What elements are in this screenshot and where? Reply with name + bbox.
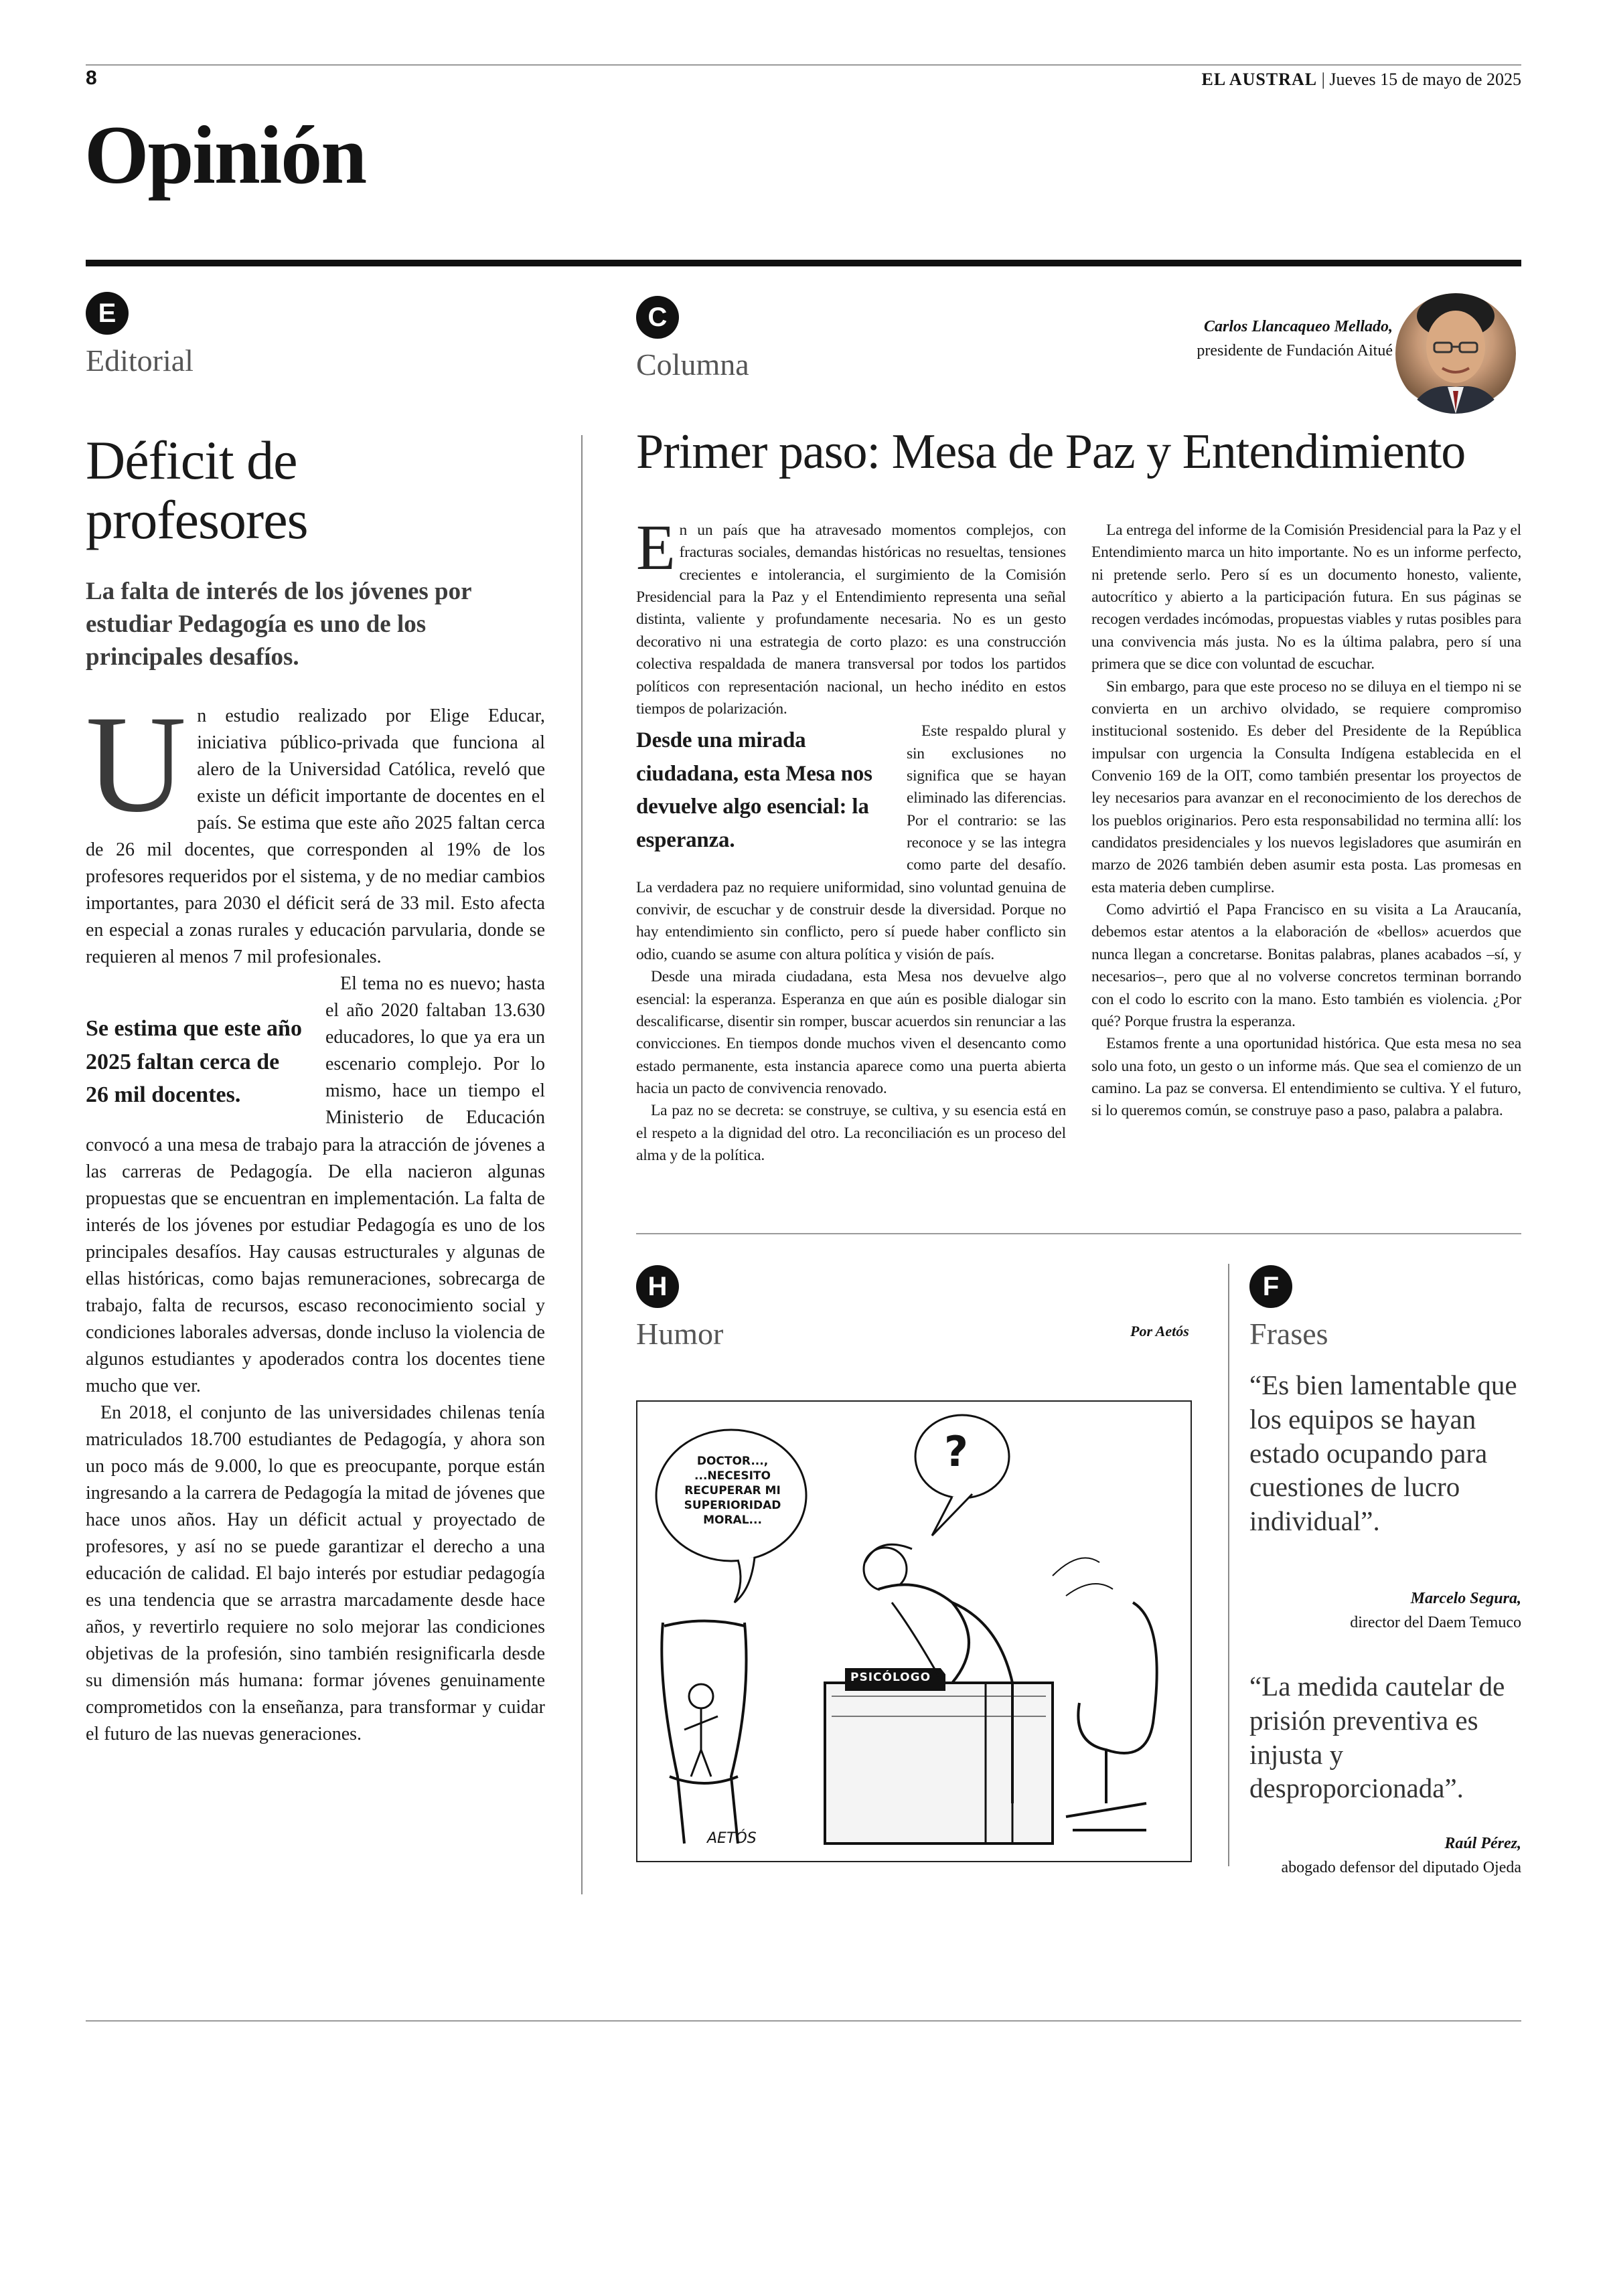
- editorial-headline: [86, 431, 568, 550]
- quote-1: “Es bien lamentable que los equipos se hayan estado ocupando para cuestiones de lucro individual”.: [1249, 1370, 1517, 1537]
- editorial-headline-line1: Déficit de: [86, 430, 297, 491]
- top-rule: [86, 64, 1521, 66]
- column-paragraph: La paz no se decreta: se construye, se cultiva, y su esencia está en el respeto a la dignidad del otro. La reconciliación es un proceso del alma y de la política.: [636, 1102, 1066, 1165]
- column-badge: C: [636, 296, 679, 339]
- editorial-paragraph: Un estudio realizado por Elige Educar, iniciativa público-privada que funciona al alero de la Universidad Católica, reveló que existe un déficit importante de docentes en el país. Se estima que este año 2025 faltan cerca de 26 mil docentes, que corresponden al 19% de los profesores requeridos por el sistema, y de no mediar cambios importantes, para 2030 el déficit será de 33 mil. Esto afecta en especial a zonas rurales y educación parvularia, donde se requieren al menos 7 mil profesionales.: [86, 687, 545, 968]
- author-portrait: [1395, 293, 1516, 414]
- editorial-dropcap: U: [86, 687, 187, 841]
- column-body-left: [636, 511, 1066, 1167]
- editorial-body: [86, 687, 545, 1748]
- cartoon-thought-bubble: ?: [944, 1427, 968, 1476]
- author-role: presidente de Fundación Aitué: [1197, 342, 1393, 359]
- cartoon: [636, 1400, 1192, 1862]
- column-paragraph: Desde una mirada ciudadana, esta Mesa nos devuelve algo esencial: la esperanza. Esperanza en que aún es posible dialogar sin descalificarse, disentir sin romper, buscar acuerdos sin renunciar a las convicciones. En tiempos donde muchos viven el desencanto como estado permanente, esta instancia aparece como una puerta abierta hacia un pacto de convivencia renovado.: [636, 968, 1066, 1097]
- editorial-headline-line2: profesores: [86, 489, 308, 550]
- editorial-paragraph: Se estima que este año 2025 faltan cerca de 26 mil docentes. El tema no es nuevo; hasta el año 2020 faltaban 13.630 educadores, lo que ya era un escenario complejo. Por lo mismo, hace un tiempo el Ministerio de Educación convocó a una mesa de trabajo para la atracción de jóvenes a las carreras de Pedagogía. De ella nacieron algunas propuestas que se encuentran en implementación. La falta de interés de los jóvenes por estudiar Pedagogía es uno de los principales desafíos. Hay causas estructurales y algunas de ellas históricas, como bajas remuneraciones, sobrecarga de trabajo, falta de recursos, escaso reconocimiento social y condiciones laborales adversas, donde incluso la violencia de algunos estudiantes y apoderados contra los docentes tiene mucho que ver.: [86, 973, 545, 1396]
- column-headline: Primer paso: Mesa de Paz y Entendimiento: [636, 424, 1466, 479]
- cartoon-credit: Por Aetós: [1130, 1323, 1189, 1339]
- column-paragraph: Sin embargo, para que este proceso no se diluya en el tiempo ni se convierta en un archivo olvidado, se requiere compromiso institucional sostenido. Es deber del Presidente de la República impulsar con urgencia la Consulta Indígena establecida en el Convenio 169 de la OIT, como también presentar los proyectos de ley necesarios para avanzar en el reconocimiento de los derechos de los pueblos originarios. Pero esta responsabilidad no termina allí: los candidatos presidenciales y los nuevos legisladores que asumirán en marzo de 2026 también deben asumir esta posta. Las promesas en esta materia deben cumplirse.: [1091, 677, 1521, 896]
- quote-2: “La medida cautelar de prisión preventiva es injusta y desproporcionada”.: [1249, 1671, 1505, 1804]
- editorial-pull-quote: Se estima que este año 2025 faltan cerca de 26 mil docentes.: [86, 1016, 302, 1107]
- desk-sign: PSICÓLOGO: [850, 1671, 931, 1684]
- column-paragraph: La entrega del informe de la Comisión Presidencial para la Paz y el Entendimiento marca un hito importante. No es un informe perfecto, ni pretende serlo. Pero sí es un documento honesto, valiente, autocrítico y abierto a la participación futura. En sus páginas se recogen verdades incómodas, propuestas viables y rutas posibles para una convivencia más justa. No es la última palabra, pero sí una primera que se dice con voluntad de escuchar.: [1091, 521, 1521, 673]
- author-avatar: [1395, 293, 1516, 414]
- paper-name: EL AUSTRAL: [1201, 70, 1318, 89]
- editorial-deck: La falta de interés de los jóvenes por estudiar Pedagogía es uno de los principales desafíos.: [86, 578, 471, 671]
- editorial-badge: E: [86, 292, 129, 335]
- section-divider: [86, 260, 1521, 266]
- column-divider: [581, 435, 583, 1894]
- humor-badge: H: [636, 1265, 679, 1308]
- section-title: Opinión: [84, 109, 366, 201]
- editorial-kicker: Editorial: [86, 343, 194, 378]
- cartoon-signature: AETÓS: [707, 1830, 757, 1847]
- editorial-paragraph: En 2018, el conjunto de las universidades chilenas tenía matriculados 18.700 estudiantes de Pedagogía, y ahora son un poco más de 9.000, lo que es preocupante, porque están ingresando a la carrera de Pedagogía la mitad de jóvenes que hace unos años. Hay un déficit actual y proyectado de profesores, y así no se puede garantizar el derecho a una educación de calidad. El bajo interés por estudiar pedagogía es una tendencia que se arrastra marcadamente desde hace años, y revertirlo requiere no solo mejorar las condiciones objetivas de la profesión, sino también resignificarla desde su dimensión más humana: formar jóvenes genuinamente comprometidos con la enseñanza, para transformar y cuidar el futuro de las nuevas generaciones.: [86, 1402, 545, 1745]
- frases-kicker: Frases: [1249, 1317, 1328, 1351]
- column-paragraph: Como advirtió el Papa Francisco en su visita a La Araucanía, debemos estar atentos a la elaboración de «bellos» acuerdos que nunca llegan a concretarse. Bonitas palabras, planes acabados –sí, y necesarios–, pero que al no volverse concretos terminan borrando con el codo lo escrito con la mano. Esto también es violencia. ¿Por qué? Porque frustra la esperanza.: [1091, 901, 1521, 1030]
- column-byline: [1197, 315, 1393, 363]
- masthead-date: [1202, 70, 1521, 90]
- frases-badge: F: [1249, 1265, 1292, 1308]
- column-paragraph: Estamos frente a una oportunidad histórica. Que esta mesa no sea solo una foto, un gesto o un informe más. Que sea el comienzo de un camino. La paz se conversa. El entendimiento se cultiva. Y el futuro, si lo queremos común, se construye paso a paso, palabra a palabra.: [1091, 1035, 1521, 1120]
- column-paragraph: En un país que ha atravesado momentos complejos, con fracturas sociales, demandas históricas no resueltas, tensiones crecientes e intolerancia, el surgimiento de la Comisión Presidencial para la Paz y el Entendimiento representa una señal distinta, valiente y profundamente necesaria. No es un gesto decorativo ni una estrategia de corto plazo: es una construcción colectiva respaldada de manera transversal por todos los partidos políticos con representación nacional, un hecho inédito en estos tiempos de polarización.: [636, 511, 1066, 718]
- cartoon-speech-bubble: DOCTOR..., ...NECESITO RECUPERAR MI SUPERIORIDAD MORAL...: [684, 1455, 781, 1528]
- frases-divider: [1228, 1264, 1229, 1866]
- column-pull-quote: Desde una mirada ciudadana, esta Mesa nos devuelve algo esencial: la esperanza.: [636, 728, 872, 852]
- issue-date: | Jueves 15 de mayo de 2025: [1321, 70, 1521, 89]
- page-number: 8: [86, 67, 97, 89]
- column-paragraph: Desde una mirada ciudadana, esta Mesa nos devuelve algo esencial: la esperanza. Este respaldo plural y sin exclusiones no significa que se hayan eliminado las diferencias. Por el contrario: se las reconoce y se las integra como parte del desafío. La verdadera paz no requiere uniformidad, sino voluntad genuina de convivir, de escuchar y de construir desde la diversidad. Porque no hay entendimiento sin conflicto, pero sí puede haber conflicto sin odio, cuando se asume con altura política y visión de país.: [636, 722, 1066, 963]
- column-bottom-rule: [636, 1233, 1521, 1234]
- author-name: Carlos Llancaqueo Mellado,: [1203, 318, 1393, 335]
- column-body-right: [1091, 519, 1521, 1123]
- quote-1-attribution: Marcelo Segura, director del Daem Temuco: [1350, 1590, 1521, 1631]
- bottom-rule: [86, 2020, 1521, 2022]
- column-dropcap: E: [636, 511, 676, 583]
- humor-kicker: Humor: [636, 1317, 724, 1351]
- quote-2-attribution: Raúl Pérez, abogado defensor del diputado Ojeda: [1281, 1835, 1521, 1876]
- column-kicker: Columna: [636, 347, 749, 382]
